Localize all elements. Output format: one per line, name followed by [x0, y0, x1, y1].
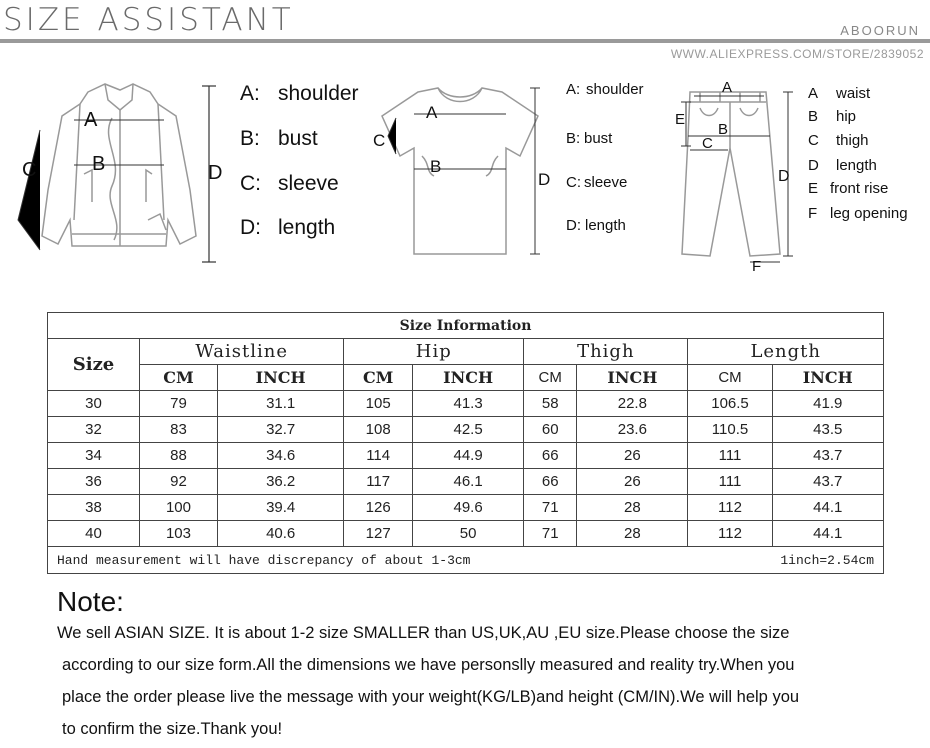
measurement-cell: 100: [140, 495, 218, 521]
measurement-cell: 43.5: [772, 417, 883, 443]
measurement-cell: 46.1: [412, 469, 523, 495]
pants-letter-f: F: [752, 258, 762, 274]
pants-legend-label: front rise: [830, 180, 889, 197]
store-url: WWW.ALIEXPRESS.COM/STORE/2839052: [670, 47, 924, 61]
group-header-thigh: Thigh: [524, 339, 688, 365]
footnote-conversion: 1inch=2.54cm: [780, 552, 874, 568]
jacket-legend-key: B:: [240, 127, 260, 150]
tshirt-legend-key: B:: [566, 130, 581, 147]
measurement-cell: 112: [688, 495, 772, 521]
measurement-cell: 127: [344, 521, 413, 547]
measurement-cell: 117: [344, 469, 413, 495]
unit-header: INCH: [772, 365, 883, 391]
tshirt-letter-a: A: [426, 103, 438, 122]
page-title: SIZE ASSISTANT: [3, 2, 294, 38]
pants-legend-label: length: [836, 157, 877, 174]
unit-header: INCH: [217, 365, 343, 391]
measurement-cell: 103: [140, 521, 218, 547]
unit-header: CM: [688, 365, 772, 391]
size-table: [47, 312, 884, 574]
jacket-letter-d: D: [208, 162, 223, 184]
measurement-cell: 112: [688, 521, 772, 547]
measurement-cell: 39.4: [217, 495, 343, 521]
jacket-legend-label: bust: [278, 127, 318, 150]
table-row: [48, 443, 884, 469]
measurement-cell: 40.6: [217, 521, 343, 547]
measurement-cell: 111: [688, 469, 772, 495]
measurement-cell: 32.7: [217, 417, 343, 443]
measurement-cell: 111: [688, 443, 772, 469]
measurement-cell: 58: [524, 391, 577, 417]
jacket-legend-key: A:: [240, 82, 260, 105]
pants-legend-label: waist: [836, 85, 871, 102]
note-heading: Note:: [57, 586, 124, 617]
measurement-cell: 92: [140, 469, 218, 495]
pants-legend-key: F: [808, 205, 818, 222]
measurement-cell: 26: [577, 469, 688, 495]
measurement-cell: 28: [577, 495, 688, 521]
tshirt-legend-label: sleeve: [584, 174, 628, 191]
measurement-cell: 41.3: [412, 391, 523, 417]
tshirt-letter-b: B: [430, 157, 442, 176]
unit-header: INCH: [412, 365, 523, 391]
tshirt-legend-label: shoulder: [586, 81, 644, 98]
measurement-cell: 66: [524, 469, 577, 495]
measurement-cell: 60: [524, 417, 577, 443]
tshirt-letter-c: C: [373, 131, 386, 150]
measurement-cell: 31.1: [217, 391, 343, 417]
tshirt-illustration: [370, 84, 550, 264]
measurement-cell: 110.5: [688, 417, 772, 443]
tshirt-legend-key: C:: [566, 174, 581, 191]
jacket-legend-label: shoulder: [278, 82, 359, 105]
size-cell: 40: [48, 521, 140, 547]
tshirt-legend-label: length: [585, 217, 626, 234]
measurement-cell: 28: [577, 521, 688, 547]
jacket-legend-key: C:: [240, 172, 261, 195]
pants-legend-key: C: [808, 132, 819, 149]
tshirt-legend-label: bust: [584, 130, 613, 147]
table-row: [48, 469, 884, 495]
table-row: [48, 391, 884, 417]
measurement-cell: 36.2: [217, 469, 343, 495]
note-line: We sell ASIAN SIZE. It is about 1-2 size SMALLER than US,UK,AU ,EU size.Please choose the size: [57, 624, 790, 642]
measurement-cell: 108: [344, 417, 413, 443]
measurement-cell: 22.8: [577, 391, 688, 417]
footnote-discrepancy: Hand measurement will have discrepancy of about 1-3cm: [57, 552, 471, 568]
measurement-cell: 41.9: [772, 391, 883, 417]
header-divider: [0, 39, 930, 43]
size-cell: 34: [48, 443, 140, 469]
pants-letter-d: D: [778, 168, 790, 185]
pants-legend-key: E: [808, 180, 819, 197]
size-cell: 32: [48, 417, 140, 443]
jacket-legend-key: D:: [240, 216, 261, 239]
size-rows: [48, 391, 884, 547]
jacket-legend-label: sleeve: [278, 172, 339, 195]
note-line: to confirm the size.Thank you!: [62, 720, 283, 738]
measurement-cell: 49.6: [412, 495, 523, 521]
jacket-letter-c: C: [22, 159, 37, 181]
note-line: place the order please live the message with your weight(KG/LB)and height (CM/IN).We will help you: [62, 688, 800, 706]
group-header-length: Length: [688, 339, 884, 365]
unit-header: CM: [344, 365, 413, 391]
measurement-cell: 105: [344, 391, 413, 417]
measurement-cell: 106.5: [688, 391, 772, 417]
measurement-cell: 44.9: [412, 443, 523, 469]
measurement-cell: 83: [140, 417, 218, 443]
measurement-cell: 66: [524, 443, 577, 469]
measurement-cell: 126: [344, 495, 413, 521]
tshirt-legend-key: D:: [566, 217, 581, 234]
measurement-cell: 34.6: [217, 443, 343, 469]
size-column-header: Size: [48, 339, 140, 391]
pants-legend-label: hip: [836, 108, 857, 125]
tshirt-letter-d: D: [538, 170, 551, 189]
size-cell: 38: [48, 495, 140, 521]
group-header-waistline: Waistline: [140, 339, 344, 365]
note-line: according to our size form.All the dimensions we have personslly measured and reality try.When you: [62, 656, 795, 674]
unit-header: CM: [524, 365, 577, 391]
pants-legend-label: leg opening: [830, 205, 908, 222]
unit-header: INCH: [577, 365, 688, 391]
measurement-cell: 79: [140, 391, 218, 417]
measurement-cell: 44.1: [772, 521, 883, 547]
measurement-cell: 88: [140, 443, 218, 469]
jacket-letter-b: B: [92, 153, 106, 175]
jacket-letter-a: A: [84, 109, 98, 131]
measurement-cell: 44.1: [772, 495, 883, 521]
table-row: [48, 417, 884, 443]
tshirt-legend-key: A:: [566, 81, 581, 98]
measurement-cell: 71: [524, 495, 577, 521]
measurement-cell: 42.5: [412, 417, 523, 443]
pants-letter-e: E: [675, 111, 686, 128]
measurement-cell: 23.6: [577, 417, 688, 443]
unit-header: CM: [140, 365, 218, 391]
table-caption: Size Information: [48, 313, 884, 339]
measurement-cell: 114: [344, 443, 413, 469]
brand-name: ABOORUN: [840, 23, 920, 38]
size-cell: 30: [48, 391, 140, 417]
group-header-hip: Hip: [344, 339, 524, 365]
table-row: [48, 521, 884, 547]
pants-legend-label: thigh: [836, 132, 869, 149]
note-body: [57, 617, 917, 745]
measurement-cell: 71: [524, 521, 577, 547]
measurement-cell: 26: [577, 443, 688, 469]
pants-letter-a: A: [722, 79, 733, 96]
pants-legend-key: A: [808, 85, 819, 102]
pants-legend-key: B: [808, 108, 819, 125]
measurement-cell: 43.7: [772, 469, 883, 495]
pants-legend-key: D: [808, 157, 819, 174]
jacket-legend-label: length: [278, 216, 336, 239]
pants-letter-c: C: [702, 135, 713, 152]
measurement-cell: 43.7: [772, 443, 883, 469]
size-cell: 36: [48, 469, 140, 495]
measurement-cell: 50: [412, 521, 523, 547]
table-row: [48, 495, 884, 521]
pants-letter-b: B: [718, 121, 729, 138]
table-footnote: [48, 547, 884, 574]
